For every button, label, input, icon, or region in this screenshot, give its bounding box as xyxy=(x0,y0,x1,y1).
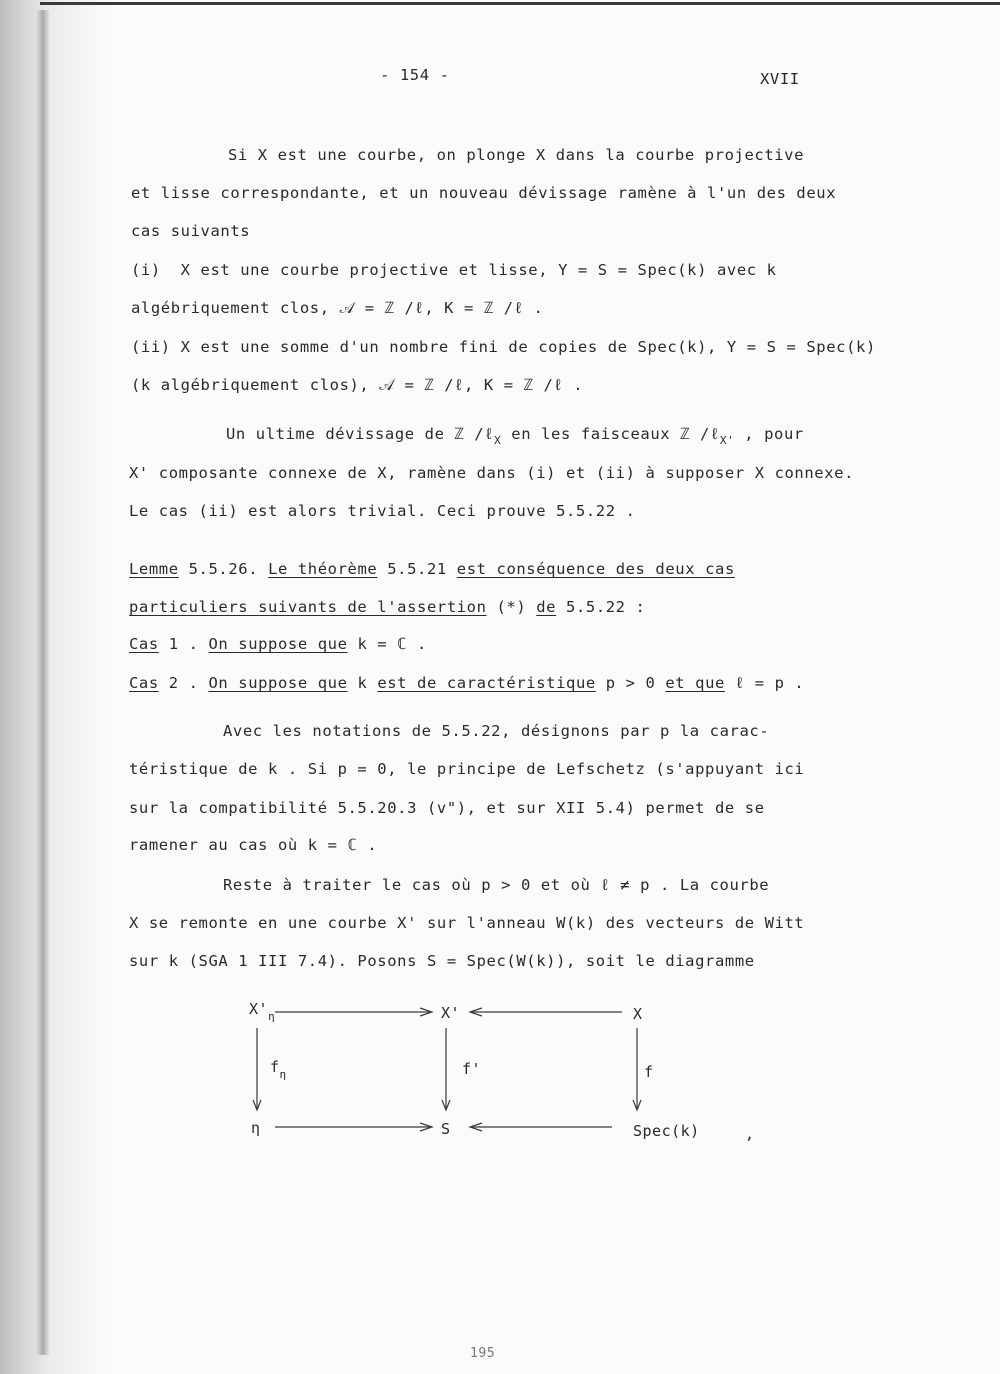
diagram-node-bottom-right: Spec(k) xyxy=(633,1122,700,1140)
diagram-node-top-mid: X' xyxy=(441,1004,461,1022)
subscript: X xyxy=(494,434,502,447)
text-run: On suppose que xyxy=(208,674,348,692)
text-run: k = ℂ . xyxy=(347,635,427,653)
text-run: Un ultime dévissage de ℤ /ℓ xyxy=(226,425,495,443)
case-i-line: algébriquement clos, 𝒜 = ℤ /ℓ, K = ℤ /ℓ . xyxy=(131,299,544,317)
paragraph-line: ramener au cas où k = ℂ . xyxy=(129,836,378,854)
text-run: , pour xyxy=(734,425,804,443)
text-run: ℓ = p . xyxy=(724,674,805,692)
subscript: η xyxy=(279,1068,287,1081)
trailing-comma: , xyxy=(745,1125,755,1143)
text-run: p > 0 xyxy=(595,674,666,692)
text-run: 5.5.21 xyxy=(377,560,457,578)
text-run: Cas xyxy=(129,674,159,692)
text-run: 2 . xyxy=(158,674,209,692)
text-run: en les faisceaux ℤ /ℓ xyxy=(501,425,720,443)
text-run: particuliers suivants de l'assertion xyxy=(129,598,487,616)
paragraph-line: X se remonte en une courbe X' sur l'anneau W(k) des vecteurs de Witt xyxy=(129,914,805,932)
paragraph-line: X' composante connexe de X, ramène dans (i) et (ii) à supposer X connexe. xyxy=(129,464,855,482)
map-label: f xyxy=(270,1058,280,1076)
case-ii-line: (ii) X est une somme d'un nombre fini de copies de Spec(k), Y = S = Spec(k) xyxy=(131,338,876,356)
diagram-node-top-right: X xyxy=(633,1005,643,1023)
paragraph-line: sur la compatibilité 5.5.20.3 (v"), et sur XII 5.4) permet de se xyxy=(129,799,765,817)
text-run: 5.5.26. xyxy=(178,560,269,578)
text-run: est conséquence des deux cas xyxy=(456,560,735,578)
scan-page-number: 195 xyxy=(470,1346,496,1361)
text-run: (*) xyxy=(486,598,537,616)
paragraph-line: téristique de k . Si p = 0, le principe de Lefschetz (s'appuyant ici xyxy=(129,760,805,778)
text-run: Le théorème xyxy=(268,560,378,578)
text-run: est de caractéristique xyxy=(377,674,596,692)
subscript: X' xyxy=(719,434,735,447)
paragraph-line: Le cas (ii) est alors trivial. Ceci prouve 5.5.22 . xyxy=(129,502,636,520)
text-run: 1 . xyxy=(158,635,209,653)
diagram-map-mid: f' xyxy=(462,1060,482,1078)
text-run: k xyxy=(347,674,378,692)
case-i-line: (i) X est une courbe projective et lisse, Y = S = Spec(k) avec k xyxy=(131,261,777,279)
paragraph-line: et lisse correspondante, et un nouveau dévissage ramène à l'un des deux xyxy=(131,184,837,202)
text-run: Lemme xyxy=(129,560,179,578)
text-run: 5.5.22 : xyxy=(556,598,646,616)
text-run: Cas xyxy=(129,635,159,653)
node-label: X' xyxy=(249,1000,269,1018)
diagram-node-bottom-left: η xyxy=(251,1119,261,1137)
diagram-node-bottom-mid: S xyxy=(441,1120,451,1138)
page-number: - 154 - xyxy=(380,66,450,84)
subscript: η xyxy=(268,1010,276,1023)
paragraph-line: sur k (SGA 1 III 7.4). Posons S = Spec(W(k)), soit le diagramme xyxy=(129,952,755,970)
text-run: On suppose que xyxy=(208,635,348,653)
text-run: de xyxy=(536,598,557,616)
chapter-label: XVII xyxy=(760,70,800,88)
paragraph-line: Avec les notations de 5.5.22, désignons par p la carac- xyxy=(223,722,770,740)
diagram-map-right: f xyxy=(644,1063,654,1081)
paragraph-line: cas suivants xyxy=(131,222,251,240)
paragraph-line: Si X est une courbe, on plonge X dans la courbe projective xyxy=(228,146,805,164)
case-ii-line: (k algébriquement clos), 𝒜 = ℤ /ℓ, K = ℤ /ℓ . xyxy=(131,376,584,394)
paragraph-line: Reste à traiter le cas où p > 0 et où ℓ ≠ p . La courbe xyxy=(223,876,770,894)
text-run: et que xyxy=(665,674,725,692)
